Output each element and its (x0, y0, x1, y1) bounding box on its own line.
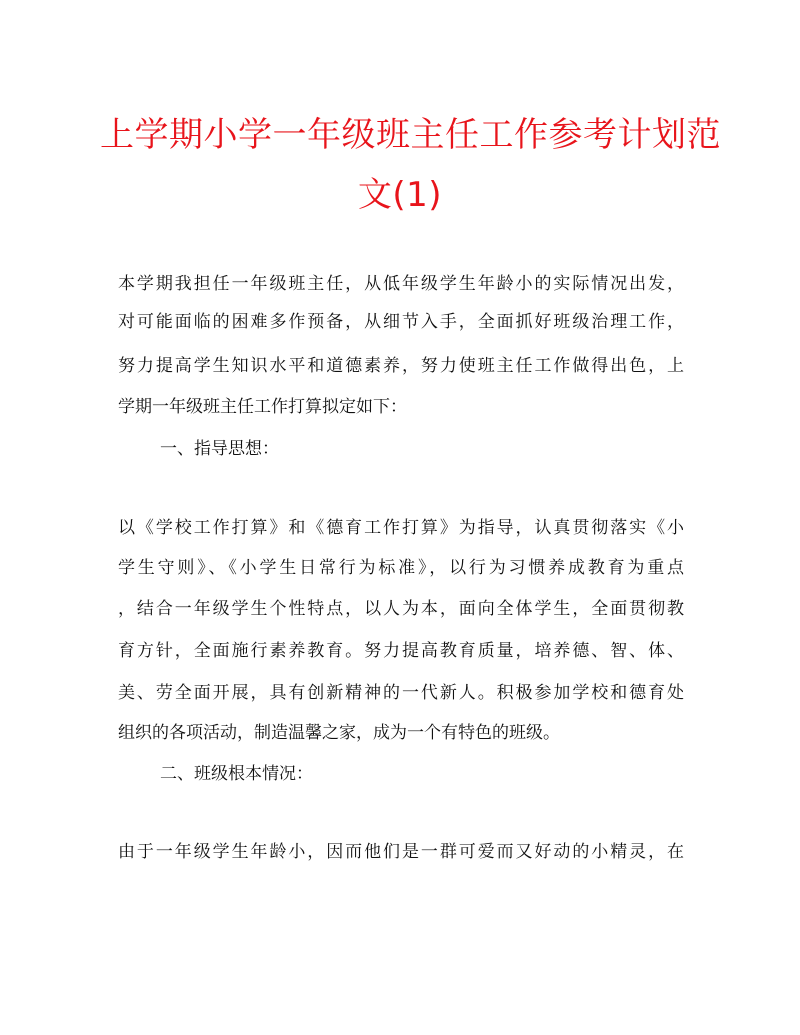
section2-line: 由于一年级学生年龄小，因而他们是一群可爱而又好动的小精灵，在 (118, 842, 684, 862)
section-heading-2: 二、班级根本情况： (160, 764, 313, 784)
section1-line: 学生守则》、《小学生日常行为标准》，以行为习惯养成教育为重点 (118, 558, 684, 578)
section1-line: 组织的各项活动，制造温馨之家，成为一个有特色的班级。 (118, 723, 560, 743)
section1-line: ，结合一年级学生个性特点，以人为本，面向全体学生，全面贯彻教 (118, 599, 684, 619)
section1-line: 育方针，全面施行素养教育。努力提高教育质量，培养德、智、体、 (118, 641, 684, 661)
document-title-line-2: 文(1) (357, 175, 443, 215)
section1-line: 以《学校工作打算》和《德育工作打算》为指导，认真贯彻落实《小 (118, 518, 684, 538)
intro-line: 对可能面临的困难多作预备，从细节入手，全面抓好班级治理工作， (118, 312, 684, 332)
section-heading-1: 一、指导思想： (160, 439, 279, 459)
section1-line: 美、劳全面开展，具有创新精神的一代新人。积极参加学校和德育处 (118, 683, 684, 703)
document-title-line-1: 上学期小学一年级班主任工作参考计划范 (100, 115, 721, 155)
intro-line: 学期一年级班主任工作打算拟定如下： (118, 397, 407, 417)
intro-line: 本学期我担任一年级班主任，从低年级学生年龄小的实际情况出发， (118, 274, 684, 294)
intro-line: 努力提高学生知识水平和道德素养，努力使班主任工作做得出色，上 (118, 356, 684, 376)
